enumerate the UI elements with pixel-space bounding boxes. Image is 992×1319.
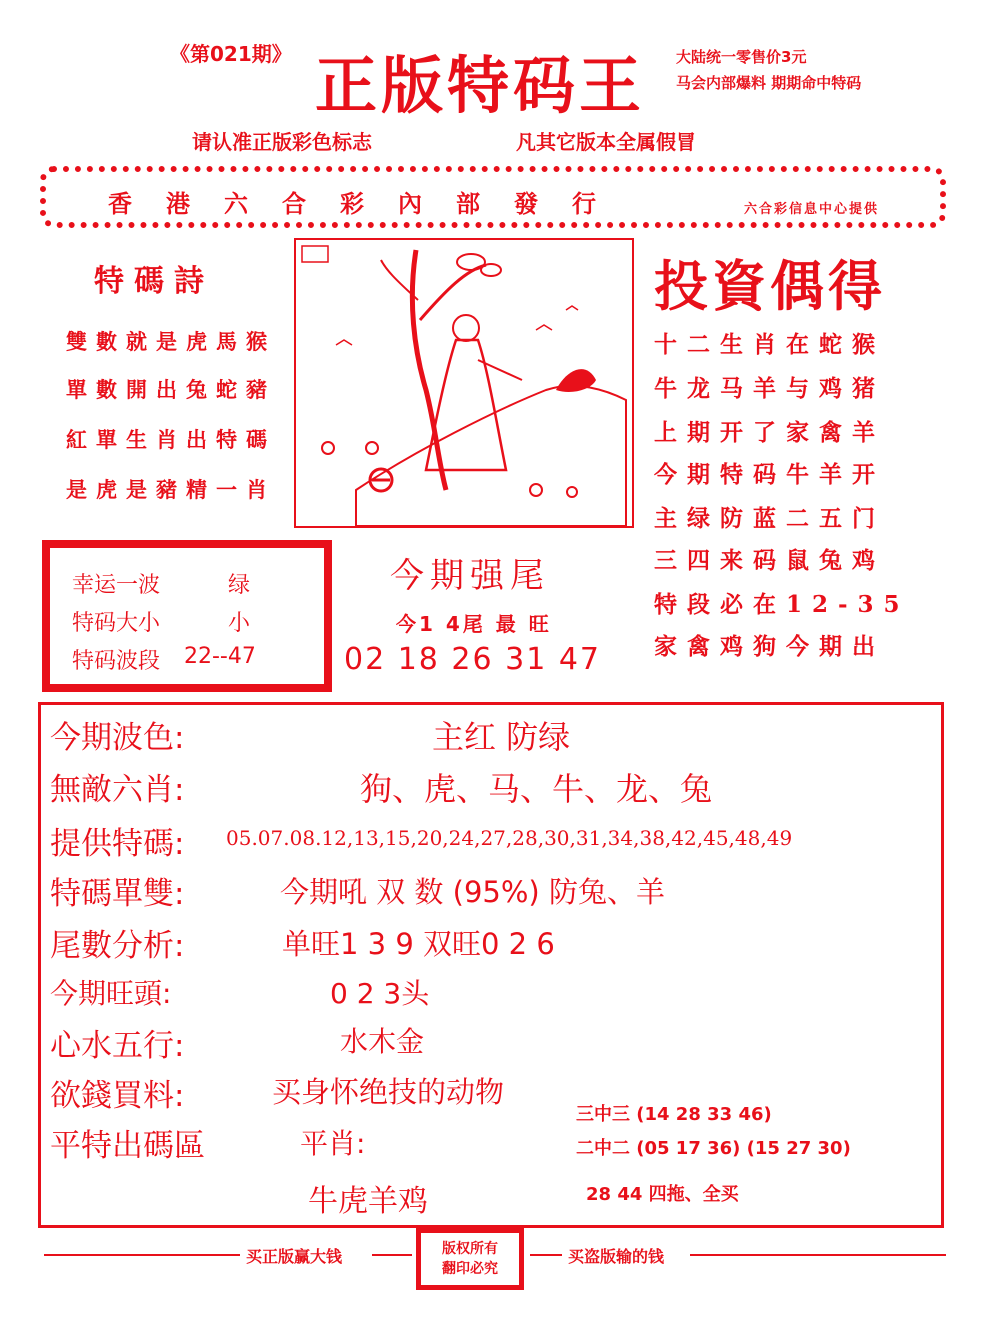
invest-line: 十二生肖在蛇猴	[654, 331, 885, 358]
four-drag: 28 44 四拖、全买	[586, 1184, 739, 1205]
color-label: 今期波色:	[50, 720, 185, 756]
zodiac-label: 無敵六肖:	[50, 772, 185, 808]
invest-line: 上期开了家禽羊	[654, 419, 885, 446]
strong-tail-line: 今1 4尾 最 旺	[396, 612, 552, 636]
flat-value: 牛虎羊鸡	[308, 1184, 428, 1219]
two-hit-two: 二中二 (05 17 36) (15 27 30)	[576, 1138, 851, 1159]
element-label: 心水五行:	[50, 1028, 185, 1064]
footer-right-text: 买盗版输的钱	[568, 1247, 665, 1266]
footer-divider	[530, 1254, 562, 1256]
fake-warning-text: 凡其它版本全属假冒	[516, 130, 696, 154]
poem-title: 特碼詩	[94, 264, 214, 299]
element-value: 水木金	[340, 1025, 425, 1058]
poem-line: 單數開出兔蛇豬	[66, 377, 276, 402]
stamp-line-2: 翻印必究	[442, 1261, 498, 1277]
banner-main-text: 香港六合彩內部發行	[108, 189, 630, 218]
codes-label: 提供特碼:	[50, 826, 185, 862]
footer-divider	[690, 1254, 946, 1256]
invest-line: 牛龙马羊与鸡猪	[654, 375, 885, 402]
zodiac-value: 狗、虎、马、牛、龙、兔	[360, 770, 713, 808]
page-title: 正版特码王	[315, 49, 646, 122]
poem-line: 是虎是豬精一肖	[66, 477, 276, 502]
color-value: 主红 防绿	[432, 718, 571, 756]
flat-sub-label: 平肖:	[300, 1127, 366, 1160]
poem-line: 紅單生肖出特碼	[66, 427, 276, 452]
lady-under-tree-image	[296, 240, 632, 526]
strong-numbers: 02 18 26 31 47	[344, 642, 602, 677]
stamp-line-1: 版权所有	[442, 1241, 498, 1257]
invest-line: 今期特码牛羊开	[654, 461, 885, 488]
lucky-wave-value: 绿	[228, 573, 251, 598]
tail-analysis-value: 单旺1 3 9 双旺0 2 6	[282, 927, 555, 961]
three-hit-three: 三中三 (14 28 33 46)	[576, 1104, 772, 1125]
codes-value: 05.07.08.12,13,15,20,24,27,28,30,31,34,38,42,45,48,49	[226, 826, 793, 850]
tail-analysis-label: 尾數分析:	[50, 928, 185, 964]
lucky-range-label: 特码波段	[72, 649, 161, 674]
illustration	[294, 238, 634, 528]
head-label: 今期旺頭:	[50, 977, 172, 1010]
invest-line: 三四来码鼠兔鸡	[654, 547, 885, 574]
lucky-range-value: 22--47	[184, 644, 256, 669]
price-text: 大陆统一零售价3元	[676, 48, 807, 66]
buy-value: 买身怀绝技的动物	[272, 1075, 505, 1109]
lucky-wave-label: 幸运一波	[72, 573, 161, 598]
issue-number: 《第021期》	[170, 42, 292, 66]
oddeven-value: 今期吼 双 数 (95%) 防兔、羊	[280, 875, 665, 909]
strong-tail-title: 今期强尾	[390, 556, 550, 596]
flat-label: 平特出碼區	[50, 1128, 205, 1164]
footer-divider	[372, 1254, 412, 1256]
copyright-stamp	[416, 1228, 524, 1290]
invest-title: 投資偶得	[654, 254, 886, 318]
footer-divider	[44, 1254, 240, 1256]
invest-line: 特段必在12-35	[654, 591, 910, 618]
inside-info-text: 马会内部爆料 期期命中特码	[676, 74, 862, 92]
head-value: 0 2 3头	[330, 977, 430, 1010]
invest-line: 家禽鸡狗今期出	[654, 633, 885, 660]
poem-line: 雙數就是虎馬猴	[66, 329, 276, 354]
invest-line: 主绿防蓝二五门	[654, 505, 885, 532]
lucky-size-value: 小	[228, 611, 251, 636]
banner-sub-text: 六合彩信息中心提供	[744, 202, 880, 217]
oddeven-label: 特碼單雙:	[50, 876, 185, 912]
lucky-size-label: 特码大小	[72, 611, 161, 636]
footer-left-text: 买正版赢大钱	[246, 1247, 343, 1266]
recognize-text: 请认准正版彩色标志	[192, 130, 372, 154]
buy-label: 欲錢買料:	[50, 1078, 185, 1114]
